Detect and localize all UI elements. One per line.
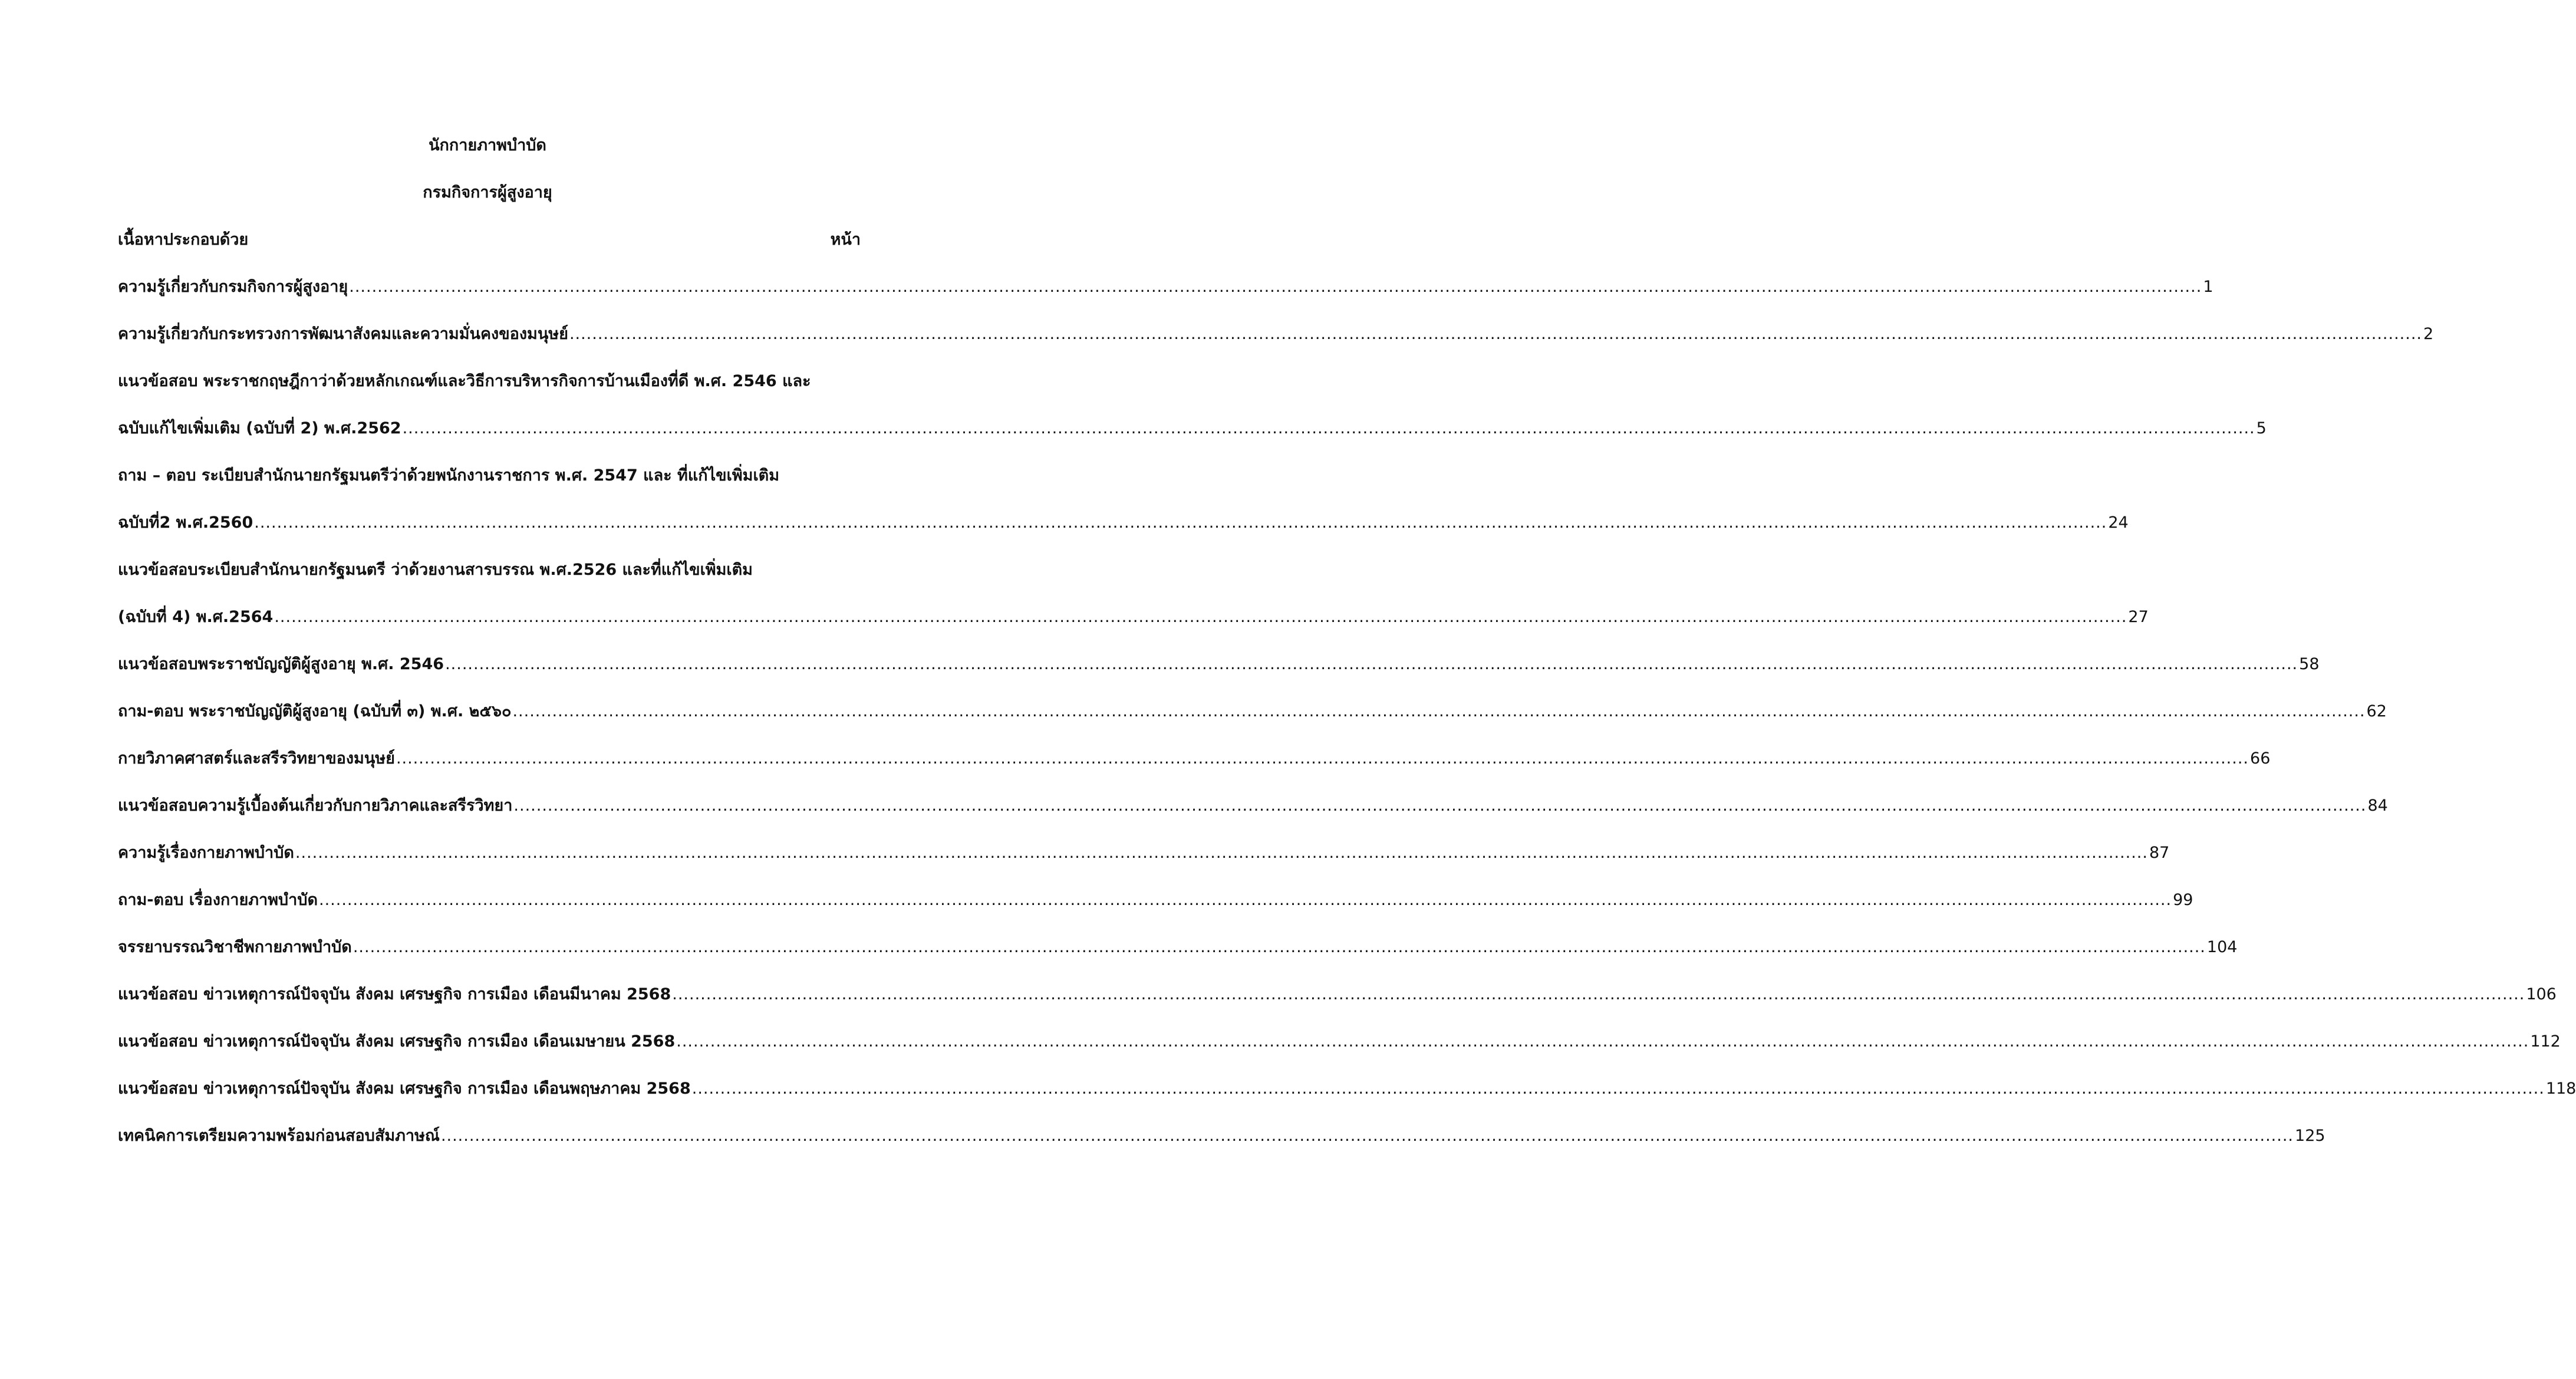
entry-spacer [118, 535, 861, 558]
toc-entry-title: กายวิภาคศาสตร์และสรีรวิทยาของมนุษย์ [118, 749, 395, 768]
entry-spacer [118, 771, 861, 794]
toc-entry [118, 275, 2213, 299]
dot-leader: ........................................................................................................................................................................................................................................................................................................................................ [402, 419, 2255, 437]
toc-entry-title: แนวข้อสอบ ข่าวเหตุการณ์ปัจจุบัน สังคม เศรษฐกิจ การเมือง เดือนเมษายน 2568 [118, 1032, 676, 1051]
document-title: นักกายภาพบำบัด [429, 136, 546, 154]
toc-entry-row [118, 1030, 2561, 1054]
dot-leader: ........................................................................................................................................................................................................................................................................................................................................ [440, 1127, 2294, 1145]
toc-entry-page: 66 [2250, 749, 2271, 768]
toc-entry-first-line: แนวข้อสอบ พระราชกฤษฎีกาว่าด้วยหลักเกณฑ์และวิธีการบริหารกิจการบ้านเมืองที่ดี พ.ศ. 2546 และ [118, 372, 811, 390]
toc-entry-row [118, 1124, 2325, 1148]
toc-entry-title: ถาม-ตอบ เรื่องกายภาพบำบัด [118, 891, 318, 909]
dot-leader: ........................................................................................................................................................................................................................................................................................................................................ [569, 325, 2423, 343]
contents-label: เนื้อหาประกอบด้วย [118, 231, 249, 249]
toc-entry-title: ความรู้เกี่ยวกับกระทรวงการพัฒนาสังคมและความมั่นคงของมนุษย์ [118, 325, 568, 343]
toc-entry-first-line: ถาม – ตอบ ระเบียบสำนักนายกรัฐมนตรีว่าด้วยพนักงานราชการ พ.ศ. 2547 และ ที่แก้ไขเพิ่มเติม [118, 466, 780, 485]
toc-entry [118, 747, 2271, 771]
toc-entry [118, 1030, 2561, 1054]
dot-leader: ........................................................................................................................................................................................................................................................................................................................................ [349, 278, 2202, 296]
toc-entry-page: 27 [2128, 608, 2149, 626]
entry-spacer [118, 1006, 861, 1030]
toc-entry-page: 99 [2173, 891, 2193, 909]
dot-leader: ........................................................................................................................................................................................................................................................................................................................................ [672, 985, 2525, 1003]
toc-entry-row [118, 653, 2320, 676]
entry-spacer [118, 299, 861, 322]
toc-entry-page: 62 [2366, 702, 2387, 720]
toc-entry-page: 87 [2149, 844, 2170, 862]
dot-leader: ........................................................................................................................................................................................................................................................................................................................................ [396, 749, 2249, 768]
toc-entry [118, 936, 2238, 959]
toc-entry-title: แนวข้อสอบ ข่าวเหตุการณ์ปัจจุบัน สังคม เศรษฐกิจ การเมือง เดือนมีนาคม 2568 [118, 985, 671, 1003]
toc-entry-page: 106 [2526, 985, 2557, 1003]
dot-leader: ........................................................................................................................................................................................................................................................................................................................................ [353, 938, 2206, 956]
toc-entry-page: 118 [2545, 1079, 2576, 1098]
entry-spacer [118, 723, 861, 747]
dot-leader: ........................................................................................................................................................................................................................................................................................................................................ [274, 608, 2127, 626]
toc-entry [118, 558, 2149, 629]
toc-entry [118, 653, 2320, 676]
table-of-contents [118, 275, 2576, 1148]
toc-entry-row [118, 605, 2149, 629]
entry-spacer [118, 629, 861, 653]
toc-entry-page: 112 [2530, 1032, 2561, 1051]
toc-entry-page: 104 [2206, 938, 2238, 956]
toc-entry-row [118, 322, 2434, 346]
toc-entry-title: ความรู้เกี่ยวกับกรมกิจการผู้สูงอายุ [118, 278, 348, 296]
toc-entry-title: ถาม-ตอบ พระราชบัญญัติผู้สูงอายุ (ฉบับที่ ๓) พ.ศ. ๒๕๖๐ [118, 702, 512, 720]
toc-entry [118, 1124, 2325, 1148]
document-subtitle: กรมกิจการผู้สูงอายุ [423, 183, 552, 202]
toc-entry-title: เทคนิคการเตรียมความพร้อมก่อนสอบสัมภาษณ์ [118, 1127, 440, 1145]
toc-entry-page: 1 [2203, 278, 2213, 296]
entry-spacer [118, 676, 861, 700]
toc-entry [118, 700, 2387, 723]
entry-spacer [118, 912, 861, 936]
dot-leader: ........................................................................................................................................................................................................................................................................................................................................ [319, 891, 2172, 909]
toc-entry-title: ฉบับที่2 พ.ศ.2560 [118, 514, 253, 532]
dot-leader: ........................................................................................................................................................................................................................................................................................................................................ [676, 1032, 2529, 1051]
toc-header [118, 228, 861, 252]
entry-spacer [118, 818, 861, 841]
toc-entry-row [118, 511, 2129, 535]
toc-entry-title: จรรยาบรรณวิชาชีพกายภาพบำบัด [118, 938, 352, 956]
page-column-label: หน้า [830, 231, 861, 249]
toc-entry-page: 125 [2295, 1127, 2325, 1145]
toc-entry [118, 983, 2557, 1006]
toc-entry-row [118, 936, 2238, 959]
toc-entry-page: 5 [2256, 419, 2267, 437]
toc-entry-row [118, 1077, 2576, 1101]
dot-leader: ........................................................................................................................................................................................................................................................................................................................................ [691, 1079, 2545, 1098]
entry-spacer [118, 440, 861, 464]
entry-spacer [118, 1101, 861, 1124]
toc-entry [118, 464, 2129, 535]
toc-entry-first-line: แนวข้อสอบระเบียบสำนักนายกรัฐมนตรี ว่าด้วยงานสารบรรณ พ.ศ.2526 และที่แก้ไขเพิ่มเติม [118, 561, 753, 579]
toc-entry [118, 370, 2267, 440]
toc-entry-page: 58 [2299, 655, 2320, 673]
dot-leader: ........................................................................................................................................................................................................................................................................................................................................ [512, 702, 2366, 720]
toc-entry-title: ฉบับแก้ไขเพิ่มเติม (ฉบับที่ 2) พ.ศ.2562 [118, 419, 401, 437]
toc-entry-title: แนวข้อสอบความรู้เบื้องต้นเกี่ยวกับกายวิภาคและสรีรวิทยา [118, 797, 513, 815]
toc-entry [118, 1077, 2576, 1101]
dot-leader: ........................................................................................................................................................................................................................................................................................................................................ [513, 797, 2367, 815]
toc-entry-row [118, 983, 2557, 1006]
toc-entry [118, 888, 2193, 912]
toc-entry-title: (ฉบับที่ 4) พ.ศ.2564 [118, 608, 274, 626]
toc-entry [118, 841, 2170, 865]
toc-entry-page: 84 [2367, 797, 2388, 815]
toc-entry-title: ความรู้เรื่องกายภาพบำบัด [118, 844, 294, 862]
toc-entry-row [118, 794, 2388, 818]
toc-entry-page: 2 [2423, 325, 2434, 343]
toc-entry-row [118, 888, 2193, 912]
entry-spacer [118, 959, 861, 983]
dot-leader: ........................................................................................................................................................................................................................................................................................................................................ [295, 844, 2148, 862]
toc-entry-title: แนวข้อสอบ ข่าวเหตุการณ์ปัจจุบัน สังคม เศรษฐกิจ การเมือง เดือนพฤษภาคม 2568 [118, 1079, 691, 1098]
toc-entry-title: แนวข้อสอบพระราชบัญญัติผู้สูงอายุ พ.ศ. 2546 [118, 655, 444, 673]
entry-spacer [118, 865, 861, 888]
toc-entry [118, 322, 2434, 346]
toc-entry-row [118, 747, 2271, 771]
entry-spacer [118, 346, 861, 370]
toc-entry-row [118, 275, 2213, 299]
toc-entry-page: 24 [2108, 514, 2129, 532]
dot-leader: ........................................................................................................................................................................................................................................................................................................................................ [445, 655, 2298, 673]
toc-entry-row [118, 841, 2170, 865]
entry-spacer [118, 1054, 861, 1077]
toc-entry-row [118, 700, 2387, 723]
toc-entry-row [118, 417, 2267, 440]
toc-entry [118, 794, 2388, 818]
dot-leader: ........................................................................................................................................................................................................................................................................................................................................ [254, 514, 2107, 532]
